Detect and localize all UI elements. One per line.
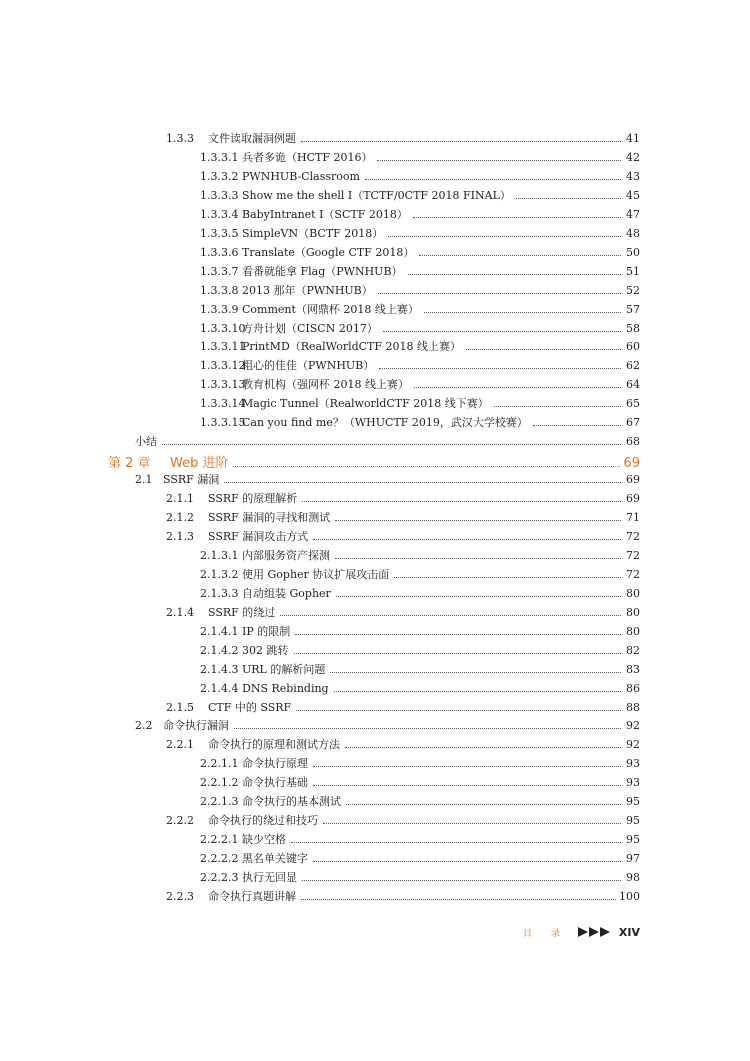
- entry-title: 内部服务资产探测: [242, 548, 330, 562]
- dot-leader: [301, 140, 621, 142]
- entry-number: 1.3.3.9: [200, 302, 239, 316]
- entry-title: BabyIntranet I（SCTF 2018）: [242, 207, 408, 221]
- entry-page: 80: [626, 605, 640, 619]
- entry-title: 命令执行基础: [242, 776, 308, 790]
- entry-page: 95: [626, 795, 640, 809]
- entry-number: 1.3.3.6: [200, 245, 239, 259]
- dot-leader: [323, 822, 621, 824]
- toc-entry[interactable]: [0, 581, 640, 600]
- dot-leader: [330, 671, 621, 673]
- toc-entry[interactable]: [0, 240, 640, 259]
- dot-leader: [408, 273, 621, 275]
- entry-page: 83: [626, 662, 640, 676]
- entry-page: 98: [626, 871, 640, 885]
- toc-entry[interactable]: [0, 183, 640, 202]
- dot-leader: [346, 803, 621, 805]
- dot-leader: [313, 538, 621, 540]
- dot-leader: [296, 709, 621, 711]
- dot-leader: [313, 765, 621, 767]
- entry-title: URL 的解析问题: [242, 662, 326, 676]
- toc-entry[interactable]: [0, 562, 640, 581]
- toc-entry[interactable]: [0, 713, 640, 732]
- dot-leader: [302, 879, 621, 881]
- entry-number: 1.3.3.8: [200, 283, 239, 297]
- entry-page: 93: [626, 776, 640, 790]
- dot-leader: [383, 330, 621, 332]
- toc-entry[interactable]: [0, 278, 640, 297]
- entry-page: 68: [626, 435, 640, 449]
- triple-arrow-icon: [578, 927, 611, 937]
- entry-title: 看番就能拿 Flag（PWNHUB）: [242, 264, 403, 278]
- entry-number: 2.1.3: [166, 529, 194, 543]
- entry-title: 方舟计划（CISCN 2017）: [242, 321, 378, 335]
- toc-entry[interactable]: [0, 808, 640, 827]
- entry-page: 41: [626, 132, 640, 145]
- entry-number: 2.2.1.2: [200, 776, 239, 790]
- entry-title: 2013 那年（PWNHUB）: [242, 283, 373, 297]
- entry-number: 2.2: [135, 719, 153, 733]
- dot-leader: [335, 519, 621, 521]
- toc-entry[interactable]: [0, 657, 640, 676]
- entry-title: 命令执行的绕过和技巧: [208, 814, 318, 828]
- entry-number: 1.3.3.7: [200, 264, 239, 278]
- entry-title: 粗心的佳佳（PWNHUB）: [242, 359, 375, 373]
- dot-leader: [336, 595, 621, 597]
- dot-leader: [378, 292, 621, 294]
- entry-page: 82: [626, 643, 640, 657]
- entry-number: 2.1.5: [166, 700, 194, 714]
- entry-title: Magic Tunnel（RealworldCTF 2018 线下赛）: [242, 397, 489, 411]
- entry-title: 命令执行原理: [242, 757, 308, 771]
- entry-page: 80: [626, 624, 640, 638]
- entry-page: 86: [626, 681, 640, 695]
- dot-leader: [365, 178, 621, 180]
- entry-page: 72: [626, 548, 640, 562]
- entry-title: Show me the shell I（TCTF/0CTF 2018 FINAL）: [242, 188, 511, 202]
- toc-entry[interactable]: [0, 486, 640, 505]
- dot-leader: [294, 652, 622, 654]
- dot-leader: [234, 727, 621, 729]
- dot-leader: [302, 500, 621, 502]
- entry-page: 67: [626, 416, 640, 430]
- dot-leader: [295, 633, 621, 635]
- entry-title: PrintMD（RealWorldCTF 2018 线上赛）: [242, 340, 462, 354]
- entry-page: 62: [626, 359, 640, 373]
- entry-number: 2.1.2: [166, 511, 194, 524]
- entry-title: 使用 Gopher 协议扩展攻击面: [242, 567, 390, 581]
- entry-number: 2.1.4: [166, 605, 194, 619]
- entry-title: SSRF 漏洞: [163, 473, 220, 487]
- entry-page: 64: [626, 378, 640, 392]
- entry-number: 2.1.4.4: [200, 681, 239, 695]
- entry-title: SSRF 的原理解析: [208, 492, 298, 506]
- entry-number: 1.3.3.11: [200, 340, 246, 354]
- entry-title: CTF 中的 SSRF: [208, 700, 292, 714]
- entry-title: SSRF 漏洞攻击方式: [208, 529, 309, 543]
- toc-entry[interactable]: [0, 751, 640, 770]
- entry-number: 1.3.3.10: [200, 321, 246, 335]
- toc-entry[interactable]: [0, 846, 640, 865]
- toc-entry[interactable]: [0, 126, 640, 145]
- entry-page: 58: [626, 321, 640, 335]
- toc-entry[interactable]: [0, 221, 640, 240]
- dot-leader: [388, 235, 621, 237]
- entry-page: 92: [626, 738, 640, 752]
- entry-title: PWNHUB-Classroom: [242, 169, 360, 183]
- dot-leader: [334, 690, 621, 692]
- entry-page: 100: [619, 890, 640, 903]
- toc-entry[interactable]: [0, 676, 640, 695]
- entry-number: 2.2.2.3: [200, 871, 239, 885]
- entry-title: 命令执行的基本测试: [242, 795, 341, 809]
- entry-number: 1.3.3: [166, 132, 194, 145]
- toc-entry[interactable]: [0, 202, 640, 221]
- entry-page: 69: [623, 456, 640, 472]
- entry-page: 72: [626, 529, 640, 543]
- entry-page: 92: [626, 719, 640, 733]
- entry-title: 兵者多诡（HCTF 2016）: [242, 150, 373, 164]
- dot-leader: [313, 784, 621, 786]
- entry-page: 97: [626, 852, 640, 866]
- dot-leader: [280, 614, 621, 616]
- dot-leader: [494, 405, 621, 407]
- entry-number: 第 2 章: [108, 456, 151, 472]
- dot-leader: [162, 443, 621, 445]
- entry-title: 教育机构（强网杯 2018 线上赛）: [242, 378, 409, 392]
- entry-title: 自动组装 Gopher: [242, 586, 331, 600]
- footer-label: 目 录: [523, 928, 568, 939]
- dot-leader: [224, 481, 621, 483]
- entry-page: 48: [626, 226, 640, 240]
- entry-number: 1.3.3.14: [200, 397, 246, 411]
- toc-entry[interactable]: [0, 164, 640, 183]
- dot-leader: [377, 159, 621, 161]
- dot-leader: [466, 348, 621, 350]
- entry-number: 2.2.2.2: [200, 852, 239, 866]
- toc-entry[interactable]: [0, 543, 640, 562]
- entry-title: 文件读取漏洞例题: [208, 132, 296, 145]
- entry-page: 52: [626, 283, 640, 297]
- entry-page: 88: [626, 700, 640, 714]
- entry-page: 65: [626, 397, 640, 411]
- dot-leader: [414, 386, 621, 388]
- entry-number: 1.3.3.1: [200, 150, 239, 164]
- entry-title: 命令执行的原理和测试方法: [208, 738, 340, 752]
- entry-title: Can you find me？（WHUCTF 2019，武汉大学校赛）: [242, 416, 528, 430]
- entry-number: 2.1.3.2: [200, 567, 239, 581]
- toc-entry[interactable]: [0, 865, 640, 884]
- dot-leader: [394, 576, 621, 578]
- dot-leader: [533, 424, 621, 426]
- entry-page: 50: [626, 245, 640, 259]
- entry-number: 1.3.3.2: [200, 169, 239, 183]
- entry-number: 2.1.4.3: [200, 662, 239, 676]
- toc-entry[interactable]: [0, 410, 640, 429]
- toc-entry[interactable]: [0, 259, 640, 278]
- entry-title: IP 的限制: [242, 624, 291, 638]
- entry-number: 2.1.4.2: [200, 643, 239, 657]
- entry-number: 1.3.3.3: [200, 188, 239, 202]
- entry-title: 黑名单关键字: [242, 852, 308, 866]
- entry-page: 60: [626, 340, 640, 354]
- dot-leader: [291, 841, 621, 843]
- toc-entry[interactable]: [0, 145, 640, 164]
- entry-page: 95: [626, 814, 640, 828]
- toc-entry[interactable]: [0, 353, 640, 372]
- entry-number: 2.2.1.3: [200, 795, 239, 809]
- toc-entry[interactable]: [0, 297, 640, 316]
- page-footer: [0, 924, 640, 940]
- entry-title: SimpleVN（BCTF 2018）: [242, 226, 384, 240]
- dot-leader: [379, 367, 621, 369]
- entry-title: 执行无回显: [242, 871, 297, 885]
- toc-entry[interactable]: [0, 638, 640, 657]
- entry-number: 2.1.4.1: [200, 624, 239, 638]
- toc-entry[interactable]: [0, 467, 640, 486]
- entry-number: 2.2.1.1: [200, 757, 239, 771]
- entry-number: 2.1.3.1: [200, 548, 239, 562]
- dot-leader: [516, 197, 621, 199]
- toc-entry[interactable]: [0, 524, 640, 543]
- entry-number: 2.2.2: [166, 814, 194, 828]
- entry-number: 2.2.2.1: [200, 833, 239, 847]
- toc-entry[interactable]: [0, 316, 640, 335]
- toc-entry[interactable]: [0, 884, 640, 903]
- dot-leader: [301, 898, 616, 900]
- dot-leader: [313, 860, 621, 862]
- entry-page: 42: [626, 150, 640, 164]
- entry-page: 47: [626, 207, 640, 221]
- entry-title: SSRF 的绕过: [208, 605, 276, 619]
- entry-title: 小结: [135, 435, 157, 449]
- page-number: XIV: [618, 925, 640, 939]
- entry-page: 43: [626, 169, 640, 183]
- toc-entry[interactable]: [0, 372, 640, 391]
- entry-title: 302 跳转: [242, 643, 289, 657]
- entry-number: 1.3.3.5: [200, 226, 239, 240]
- dot-leader: [345, 746, 621, 748]
- toc-entry[interactable]: [0, 505, 640, 524]
- entry-title: 缺少空格: [242, 833, 286, 847]
- entry-number: 2.1: [135, 473, 153, 487]
- toc-entry[interactable]: [0, 827, 640, 846]
- entry-page: 69: [626, 473, 640, 487]
- entry-number: 1.3.3.13: [200, 378, 246, 392]
- toc-entry[interactable]: [0, 619, 640, 638]
- toc-entry[interactable]: [0, 695, 640, 714]
- toc-entry[interactable]: [0, 429, 640, 448]
- dot-leader: [424, 311, 621, 313]
- toc-entry[interactable]: [0, 770, 640, 789]
- entry-page: 57: [626, 302, 640, 316]
- entry-number: 1.3.3.12: [200, 359, 246, 373]
- entry-page: 51: [626, 264, 640, 278]
- dot-leader: [413, 216, 621, 218]
- entry-title: Web 进阶: [170, 456, 229, 472]
- entry-number: 2.1.3.3: [200, 586, 239, 600]
- dot-leader: [335, 557, 621, 559]
- toc-entry[interactable]: [0, 600, 640, 619]
- entry-page: 71: [626, 511, 640, 524]
- entry-number: 2.2.1: [166, 738, 194, 752]
- entry-title: Translate（Google CTF 2018）: [242, 245, 415, 259]
- entry-title: Comment（网鼎杯 2018 线上赛）: [242, 302, 419, 316]
- entry-page: 95: [626, 833, 640, 847]
- toc-entry[interactable]: [0, 732, 640, 751]
- entry-page: 80: [626, 586, 640, 600]
- toc-entry[interactable]: [0, 334, 640, 353]
- toc-entry[interactable]: [0, 391, 640, 410]
- entry-page: 45: [626, 188, 640, 202]
- dot-leader: [419, 254, 621, 256]
- entry-page: 69: [626, 492, 640, 506]
- entry-number: 2.1.1: [166, 492, 194, 506]
- entry-page: 93: [626, 757, 640, 771]
- entry-title: 命令执行漏洞: [163, 719, 229, 733]
- entry-title: SSRF 漏洞的寻找和测试: [208, 511, 331, 524]
- entry-title: DNS Rebinding: [242, 681, 329, 695]
- entry-page: 72: [626, 567, 640, 581]
- entry-number: 2.2.3: [166, 890, 194, 903]
- entry-title: 命令执行真题讲解: [208, 890, 296, 903]
- entry-number: 1.3.3.15: [200, 416, 246, 430]
- toc-entry[interactable]: [0, 789, 640, 808]
- entry-number: 1.3.3.4: [200, 207, 239, 221]
